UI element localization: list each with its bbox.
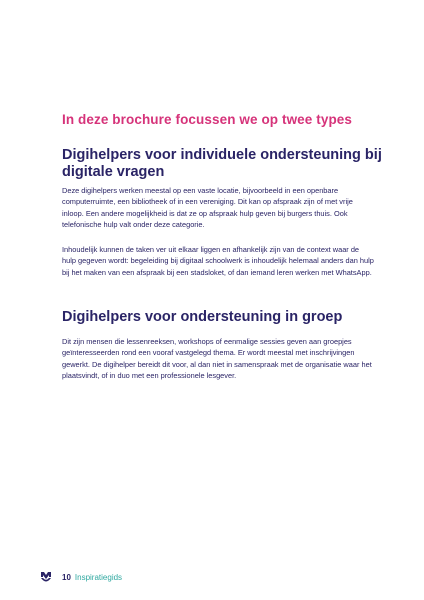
paragraph-group-sessions: Dit zijn mensen die lessenreeksen, workshops of eenmalige sessies geven aan groepjes geïnteresseerden rond een vooraf vastgelegd thema. Er wordt meestal met inschrijvingen gewerkt. De digihelper bereidt dit voor, al dan niet in samenspraak met de organisatie waar het plaatsvindt, of in duo met een professionele lesgever. — [62, 337, 372, 381]
section-title-individual: Digihelpers voor individuele ondersteuning bij digitale vragen — [62, 147, 382, 180]
paragraph-individual-tasks: Inhoudelijk kunnen de taken ver uit elkaar liggen en afhankelijk zijn van de context waar de hulp gegeven wordt: begeleiding bij digitaal schoolwerk is inhoudelijk helemaal anders dan hulp bij het maken van een afspraak bij een stadsloket, of dan iemand leren werken met WhatsApp. — [62, 245, 374, 277]
paragraph-individual-locations: Deze digihelpers werken meestal op een vaste locatie, bijvoorbeeld in een openbare computerruimte, een bibliotheek of in een vereniging. Dit kan op afspraak zijn of met vrije inloop. Een andere mogelijkheid is dat ze op afspraak hulp geven bij burgers thuis. Ook telefonische hulp valt onder deze categorie. — [62, 186, 353, 230]
footer-title: Inspiratiegids — [74, 572, 123, 582]
brand-logo-icon — [40, 571, 52, 583]
intro-heading: In deze brochure focussen we op twee types — [62, 112, 353, 127]
page-number: 10 — [62, 572, 71, 582]
page-footer — [40, 570, 122, 584]
section-title-group: Digihelpers voor ondersteuning in groep — [62, 309, 343, 325]
